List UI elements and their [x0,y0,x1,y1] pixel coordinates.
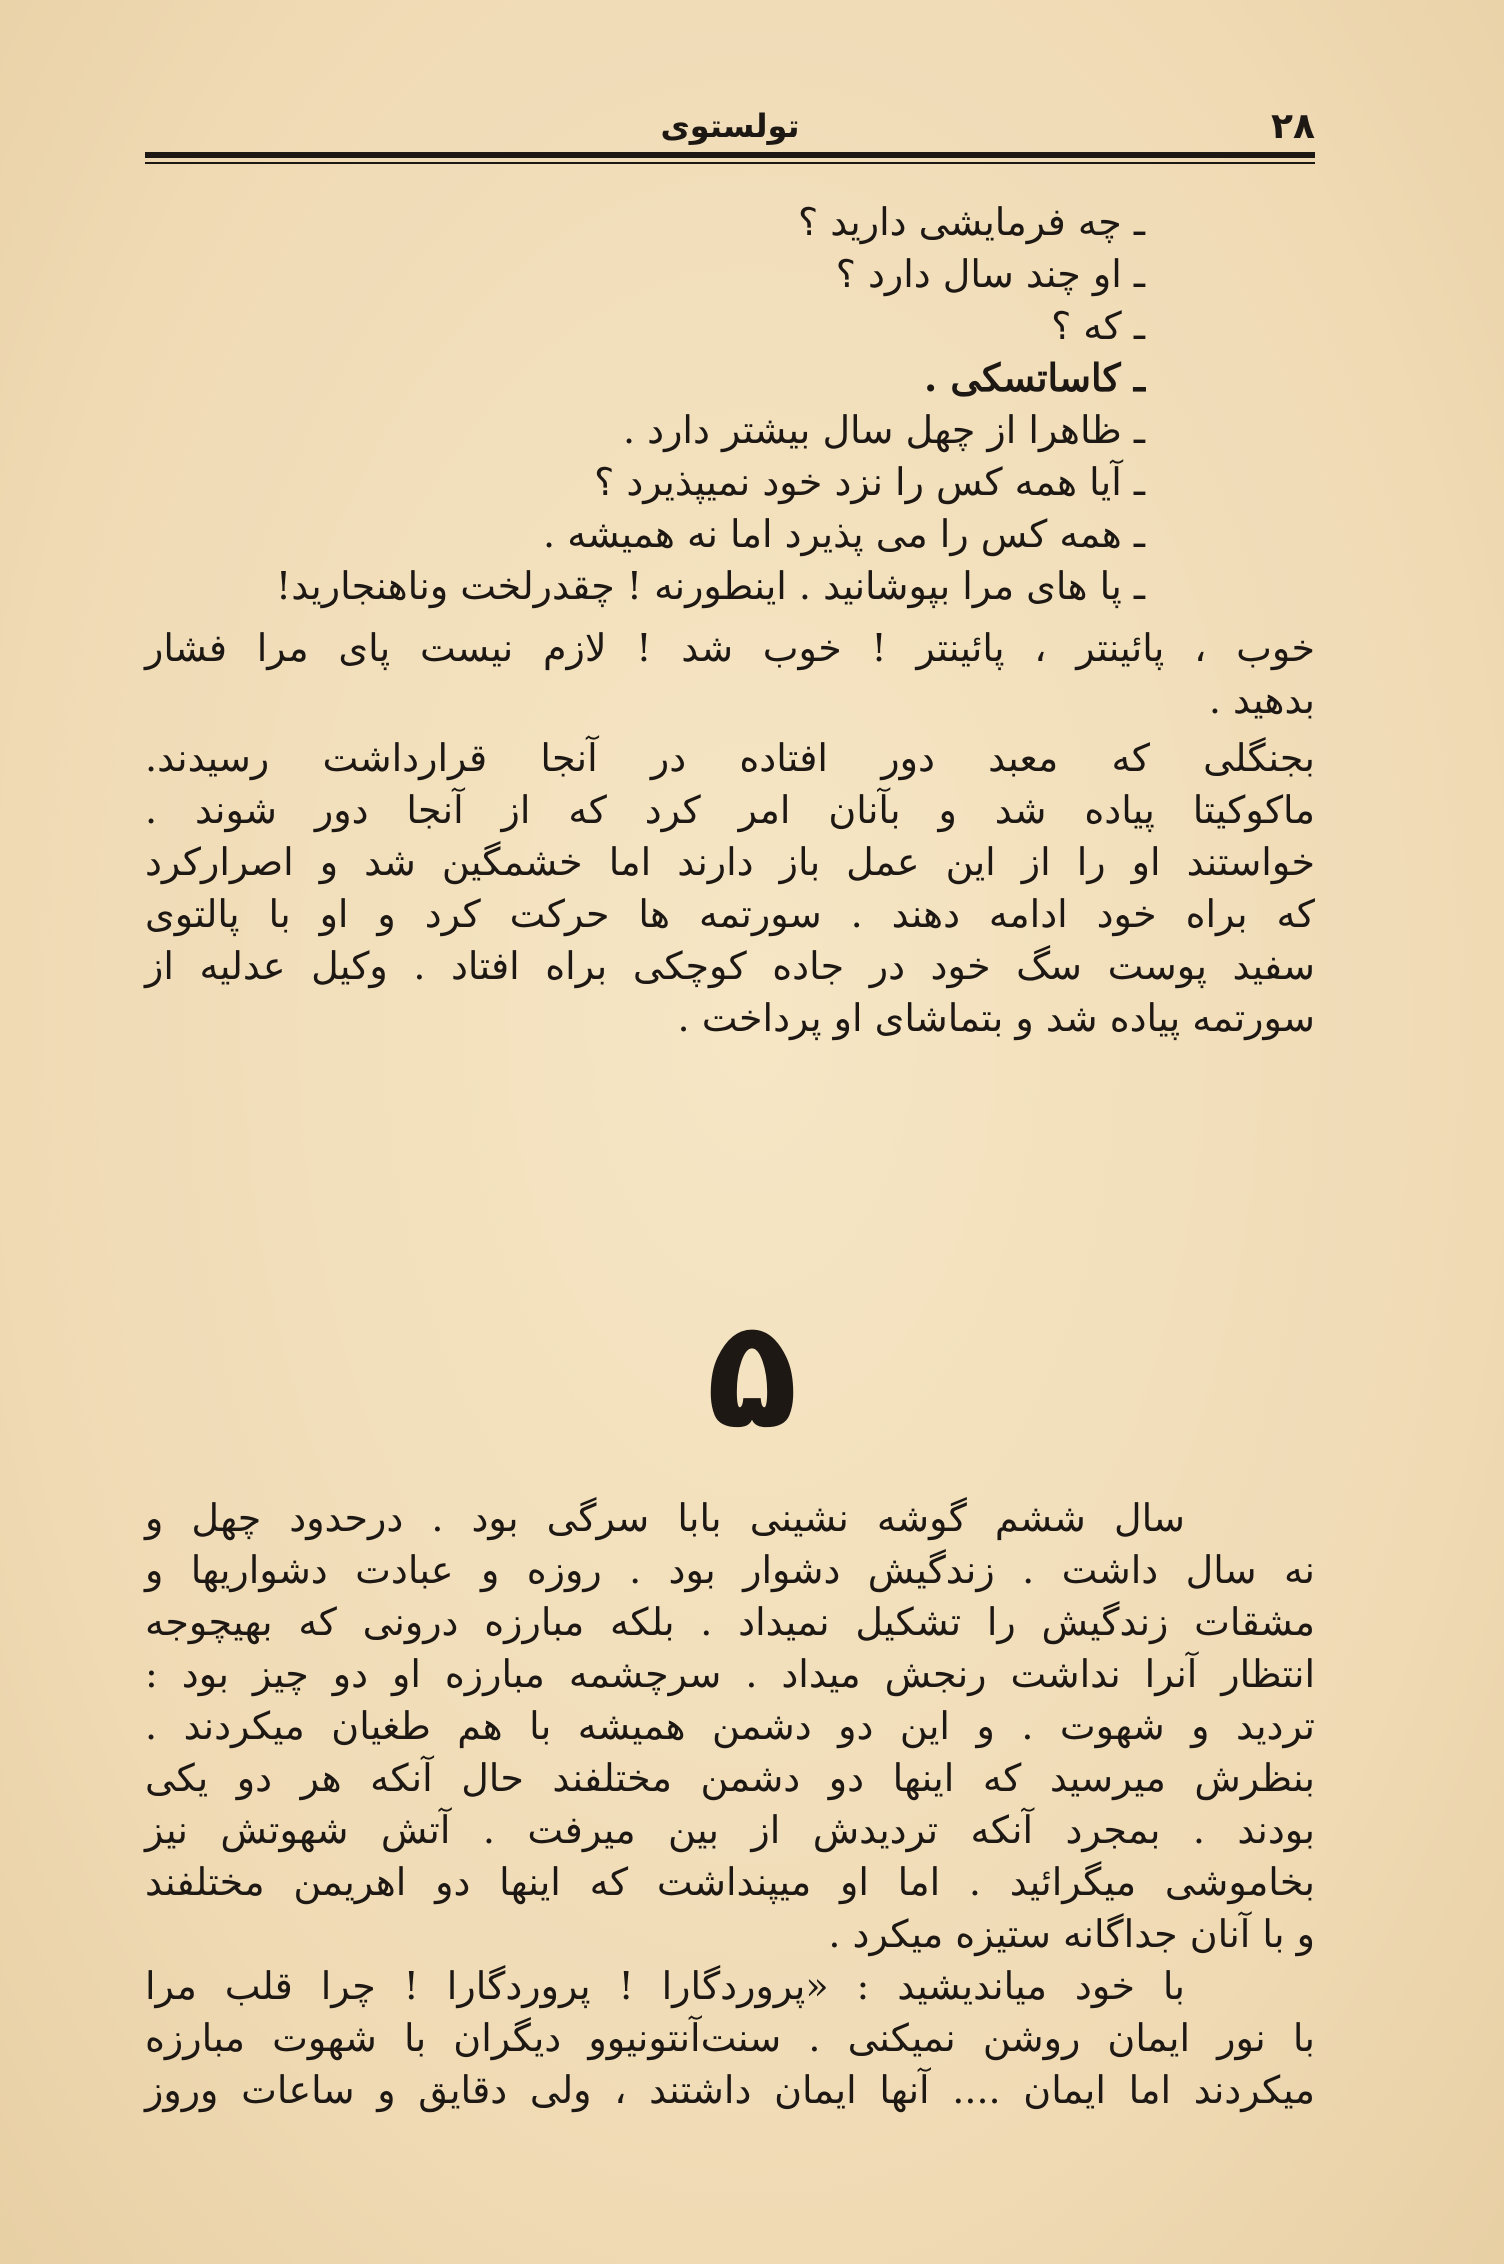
header-rule [145,152,1315,158]
text-line: سورتمه پیاده شد و بتماشای او پرداخت . [677,996,1315,1040]
text-line: و با آنان جداگانه ستیزه میکرد . [828,1912,1315,1956]
text-line: بنظرش میرسید که اینها دو دشمن مختلفند حال آنکه هر دو یکی [145,1756,1315,1800]
text-line: نه سال داشت . زندگیش دشوار بود . روزه و عبادت دشواریها و [145,1548,1315,1592]
running-title: تولستوی [660,107,800,145]
text-line: مشقات زندگیش را تشکیل نمیداد . بلکه مبارزه درونی که بهیچوجه [145,1600,1315,1644]
dialogue-line: ـ کاساتسکی . [923,355,1145,400]
dialogue-line: ـ پا های مرا بپوشانید . اینطورنه ! چقدرلخت وناهنجارید! [275,564,1145,608]
dialogue-line: ـ ظاهرا از چهل سال بیشتر دارد . [623,408,1145,452]
text-line: که براه خود ادامه دهند . سورتمه ها حرکت کرد و او با پالتوی [145,892,1315,936]
text-line: بخاموشی میگرائید . اما او میپنداشت که اینها دو اهریمن مختلفند [145,1860,1315,1904]
text-line: ماکوکیتا پیاده شد و بآنان امر کرد که از آنجا دور شوند . [145,788,1315,832]
text-line: با نور ایمان روشن نمیکنی . سنت‌آنتونیوو دیگران با شهوت مبارزه [145,2016,1315,2060]
text-line: بودند . بمجرد آنکه تردیدش از بین میرفت . آتش شهوتش نیز [145,1808,1315,1852]
paragraph [145,622,1315,726]
dialogue-line: ـ چه فرمایشی دارید ؟ [797,200,1145,244]
text-line: میکردند اما ایمان .... آنها ایمان داشتند ، ولی دقایق و ساعات وروز [145,2068,1315,2112]
text-line: خوب ، پائینتر ، پائینتر ! خوب شد ! لازم نیست پای مرا فشار [145,626,1315,670]
dialogue-line: ـ او چند سال دارد ؟ [835,252,1145,296]
paragraph [145,1492,1315,1960]
dialogue-block [145,196,1315,612]
dialogue-line: ـ آیا همه کس را نزد خود نمیپذیرد ؟ [594,460,1145,504]
paragraph [145,1960,1315,2116]
page-number: ۲۸ [1271,105,1315,147]
text-line: بجنگلی که معبد دور افتاده در آنجا قرارداشت رسیدند. [145,736,1315,780]
text-line: سال ششم گوشه نشینی بابا سرگی بود . درحدود چهل و [145,1496,1185,1540]
page-header [145,96,1315,156]
text-line: خواستند او را از این عمل باز دارند اما خشمگین شد و اصرارکرد [145,840,1315,884]
paragraph [145,732,1315,1044]
text-line: تردید و شهوت . و این دو دشمن همیشه با هم طغیان میکردند . [145,1704,1315,1748]
text-line: با خود میاندیشید : «پروردگارا ! پروردگارا ! چرا قلب مرا [145,1964,1185,2008]
text-line: انتظار آنرا نداشت رنجش میداد . سرچشمه مبارزه او دو چیز بود : [145,1652,1315,1696]
text-line: بدهید . [1208,678,1315,722]
dialogue-line: ـ همه کس را می پذیرد اما نه همیشه . [543,512,1145,556]
chapter-number: ۵ [706,1288,798,1462]
text-line: سفید پوست سگ خود در جاده کوچکی براه افتاد . وکیل عدلیه از [145,944,1315,988]
header-rule-thin [145,162,1315,164]
dialogue-line: ـ که ؟ [1051,304,1145,348]
